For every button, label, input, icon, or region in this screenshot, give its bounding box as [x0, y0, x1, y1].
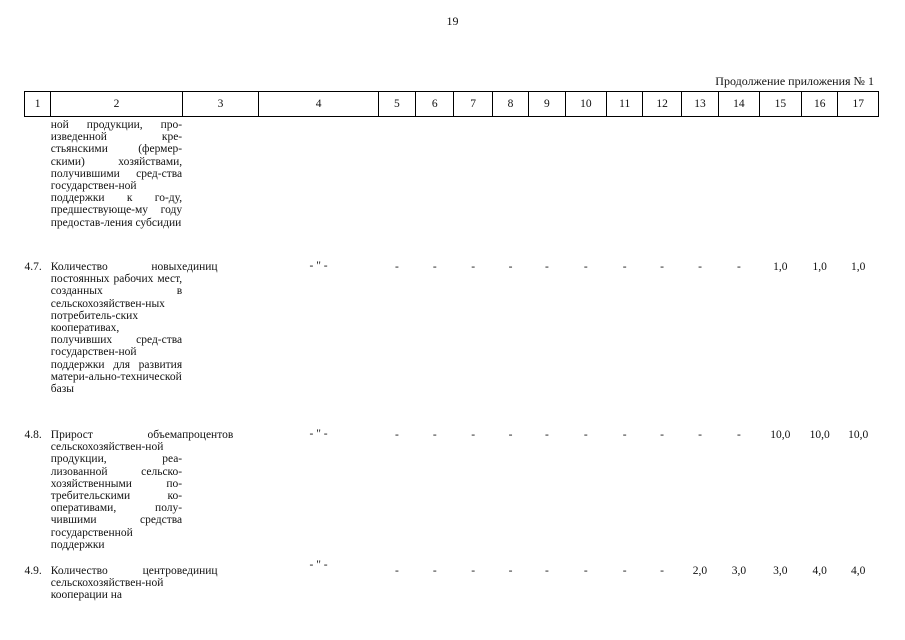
- value-cell: -: [583, 565, 588, 577]
- header-cell: 10: [565, 92, 606, 117]
- value-cell: 1,0: [812, 261, 827, 273]
- value-cell: 4,0: [812, 565, 827, 577]
- value-cell: -: [508, 429, 513, 441]
- value-cell: [416, 117, 454, 262]
- source-cell: [259, 117, 378, 262]
- indicator-description: ной продукции, про-изведенной кре-стьянскими (фермер-скими) хозяйствами, получившими сред-ства государствен-ной поддержки к го-ду, предшествующе-му году предостав-ления субсидии: [50, 119, 183, 229]
- value-cell: [378, 117, 415, 262]
- page-number: 19: [446, 14, 459, 28]
- value-cell: [607, 117, 643, 262]
- value-cell: -: [432, 429, 437, 441]
- header-cell: 6: [416, 92, 454, 117]
- value-cell: -: [698, 429, 702, 441]
- table-row: [25, 565, 879, 625]
- data-table: [24, 91, 879, 625]
- row-number: [25, 117, 51, 262]
- header-cell: 14: [719, 92, 759, 117]
- value-cell: -: [471, 261, 476, 273]
- value-cell: -: [583, 429, 588, 441]
- source-cell: - " -: [309, 428, 328, 440]
- header-cell: 5: [378, 92, 415, 117]
- header-cell: 16: [802, 92, 838, 117]
- value-cell: [838, 117, 879, 262]
- value-cell: [719, 117, 759, 262]
- header-cell: 4: [259, 92, 378, 117]
- value-cell: 4,0: [851, 565, 866, 577]
- source-cell: - " -: [309, 260, 328, 272]
- value-cell: -: [545, 429, 549, 441]
- header-cell: 11: [607, 92, 643, 117]
- header-cell: 17: [838, 92, 879, 117]
- value-cell: 2,0: [692, 565, 708, 577]
- header-cell: 12: [643, 92, 681, 117]
- value-cell: -: [432, 565, 437, 577]
- value-cell: -: [622, 429, 627, 441]
- value-cell: [802, 117, 838, 262]
- indicator-description: Количество новых постоянных рабочих мест, созданных в сельскохозяйствен-ных потребитель-ских кооперативах, получивших сред-ства государствен-ной поддержки для развития матери-ально-технической базы: [50, 261, 183, 396]
- value-cell: -: [698, 261, 702, 273]
- value-cell: -: [394, 565, 399, 577]
- value-cell: [565, 117, 606, 262]
- value-cell: -: [545, 261, 549, 273]
- value-cell: -: [394, 429, 399, 441]
- value-cell: 1,0: [773, 261, 788, 273]
- unit-cell: [182, 117, 259, 262]
- header-row: [25, 92, 879, 117]
- row-number: 4.7.: [24, 261, 42, 273]
- source-cell: - " -: [309, 559, 328, 571]
- value-cell: -: [394, 261, 399, 273]
- value-cell: [529, 117, 565, 262]
- value-cell: -: [660, 429, 665, 441]
- value-cell: -: [736, 429, 741, 441]
- value-cell: -: [583, 261, 588, 273]
- value-cell: [681, 117, 718, 262]
- value-cell: 10,0: [770, 429, 791, 441]
- value-cell: -: [660, 565, 665, 577]
- value-cell: -: [508, 565, 513, 577]
- value-cell: -: [432, 261, 437, 273]
- value-cell: [492, 117, 528, 262]
- value-cell: [643, 117, 681, 262]
- value-cell: 3,0: [731, 565, 747, 577]
- unit-cell: процентов: [182, 429, 234, 441]
- value-cell: -: [471, 429, 476, 441]
- indicator-description: Количество центров сельскохозяйствен-ной кооперации на: [50, 565, 183, 602]
- unit-cell: единиц: [182, 565, 218, 577]
- header-cell: 15: [759, 92, 801, 117]
- value-cell: [454, 117, 492, 262]
- header-cell: 7: [454, 92, 492, 117]
- header-cell: 3: [182, 92, 259, 117]
- value-cell: 1,0: [851, 261, 866, 273]
- value-cell: -: [508, 261, 513, 273]
- table-row: [25, 261, 879, 429]
- value-cell: 10,0: [848, 429, 869, 441]
- value-cell: -: [471, 565, 476, 577]
- header-cell: 8: [492, 92, 528, 117]
- header-cell: 2: [51, 92, 182, 117]
- value-cell: -: [660, 261, 665, 273]
- row-number: 4.8.: [24, 429, 42, 441]
- value-cell: 10,0: [809, 429, 830, 441]
- indicator-description: Прирост объема сельскохозяйствен-ной продукции, реа-лизованной сельско-хозяйственными по-требительскими ко-оперативами, полу-чившими средства государственной поддержки: [50, 429, 183, 551]
- table-row: [25, 429, 879, 565]
- value-cell: -: [736, 261, 741, 273]
- continuation-label: Продолжение приложения № 1: [715, 74, 874, 88]
- value-cell: -: [622, 565, 627, 577]
- header-cell: 13: [681, 92, 718, 117]
- value-cell: -: [622, 261, 627, 273]
- value-cell: -: [545, 565, 549, 577]
- header-cell: 1: [25, 92, 51, 117]
- table-row: [25, 117, 879, 262]
- unit-cell: единиц: [182, 261, 218, 273]
- row-number: 4.9.: [24, 565, 42, 577]
- value-cell: 3,0: [773, 565, 788, 577]
- value-cell: [759, 117, 801, 262]
- header-cell: 9: [529, 92, 565, 117]
